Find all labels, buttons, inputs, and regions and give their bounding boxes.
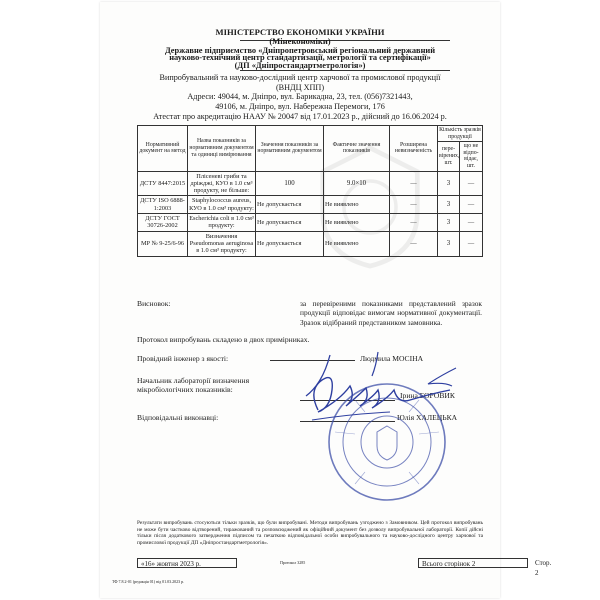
cell-norm: Не допускається [256, 196, 324, 214]
cell-discrepancy: — [390, 171, 438, 196]
engineer-name: Людмила МОСІНА [360, 354, 424, 363]
page-number: Стор. 2 [535, 559, 552, 577]
ministry-title: МІНІСТЕРСТВО ЕКОНОМІКИ УКРАЇНИ [215, 27, 385, 37]
handwritten-signature-icon [260, 350, 460, 440]
protocol-number: Протокол 3285 [280, 560, 306, 565]
cell-norm: 100 [256, 171, 324, 196]
col-header-discrepancy: Розширена невизначеність [390, 126, 438, 172]
col-header-nonconf: що не відпо-відає, шт. [460, 142, 483, 171]
results-table [137, 125, 483, 257]
cell-actual: Не виявлено [324, 196, 390, 214]
cell-doc: ДСТУ ISO 6888-1:2003 [138, 196, 188, 214]
header-divider-2 [240, 70, 450, 71]
protocol-page [100, 2, 500, 598]
form-code: ТФ 7.8.2-01 (редакція 01) від 01.03.2023 р. [112, 579, 185, 584]
cell-indicator: Escherichia coli в 1.0 см³ продукту: [189, 215, 254, 230]
cell-discrepancy: — [390, 231, 438, 256]
col-header-count: Кількість зразків продукції [438, 126, 483, 142]
cell-discrepancy: — [390, 196, 438, 214]
center-title: Випробувальний та науково-дослідний центр харчової та промислової продукції [159, 73, 441, 82]
cell-doc: ДСТУ ГОСТ 30726-2002 [138, 214, 188, 232]
enterprise-line-2: науково-технічний центр стандартизації, метрології та сертифікації» [169, 53, 431, 62]
cell-tested: 3 [438, 214, 460, 232]
cell-indicator: Плісеневі гриби та дріжджі, КУО в 1.0 см³ продукту, не більше: [188, 171, 256, 196]
cell-nonconf: — [460, 231, 483, 256]
responsible-label: Відповідальні виконавці: [137, 413, 219, 422]
col-header-actual: Фактичне значення показників [324, 126, 390, 172]
table-row [138, 171, 483, 196]
cell-doc: ДСТУ 8447:2015 [138, 171, 188, 196]
table-row [138, 231, 483, 256]
cell-tested: 3 [438, 231, 460, 256]
cell-actual: Не виявлено [324, 231, 390, 256]
cell-norm: Не допускається [256, 214, 324, 232]
protocol-date: «16» жовтня 2023 р. [137, 558, 237, 568]
footer-notice: Результати випробувань стосуються тільки зразків, що були випробувані. Методи випробувань узгоджено з Замовником. Цей протокол випробувань не може бути частково відтворений, тиражований та розповсюджений як офіційний документ без дозволу випробувальної лабораторії. Копії дійсні тільки після додаткового затвердження підписом та печаткою відповідальної особи випробувального та науково-дослідного центру харчової та промислової продукції ДП «Дніпростандартметрологія». [137, 520, 483, 546]
table-row [138, 196, 483, 214]
cell-tested: 3 [438, 196, 460, 214]
table-header-row [138, 126, 483, 142]
address-line-2: 49106, м. Дніпро, вул. Набережна Перемоги, 176 [215, 102, 385, 111]
cell-nonconf: — [460, 171, 483, 196]
responsible-name: Юлія ХАЛЕЦЬКА [397, 413, 458, 422]
total-pages: Всього сторінок 2 [418, 558, 528, 568]
col-header-doc: Нормативний документ на метод [138, 126, 188, 172]
conclusion-label: Висновок: [137, 299, 171, 308]
table-row [138, 214, 483, 232]
conclusion-text: за перевіреними показниками представлений зразок продукції відповідає вимогам нормативної документації. Зразок відібраний представником замовника. [300, 299, 482, 327]
center-short: (ВНДЦ ХПП) [275, 83, 325, 92]
enterprise-short: (ДП «Дніпростандартметрологія») [234, 61, 366, 70]
protocol-note: Протокол випробувань складено в двох примірниках. [137, 335, 310, 344]
cell-discrepancy: — [390, 214, 438, 232]
engineer-label: Провідний інженер з якості: [137, 354, 229, 363]
cell-doc: МР № 9-25/6-96 [138, 231, 188, 256]
cell-indicator: Визначення Pseudomonas aeruginosa в 1.0 см³ продукту: [188, 231, 256, 256]
col-header-tested: пере-вірених, шт. [438, 142, 460, 171]
lab-head-name: Ірина БОРОВИК [400, 391, 455, 400]
cell-actual: Не виявлено [324, 214, 390, 232]
cell-actual: 9.0×10 [324, 171, 390, 196]
address-line-1: Адреси: 49044, м. Дніпро, вул. Барикадна, 23, тел. (056)7321443, [187, 92, 413, 101]
cell-nonconf: — [460, 196, 483, 214]
enterprise-line-1: Державне підприємство «Дніпропетровський регіональний державний [164, 46, 436, 55]
accreditation-line: Атестат про акредитацію НААУ № 20047 від 17.01.2023 р., дійсний до 16.06.2024 р. [153, 112, 447, 121]
ministry-short: (Мінекономіки) [269, 36, 331, 46]
cell-tested: 3 [438, 171, 460, 196]
col-header-indicator: Назва показників за нормативним документом та одиниці вимірювання [188, 126, 256, 172]
lab-head-label: Начальник лабораторії визначення мікробіологічних показників: [137, 376, 250, 394]
col-header-norm: Значення показників за нормативним документом [256, 126, 324, 172]
cell-norm: Не допускається [256, 231, 324, 256]
cell-nonconf: — [460, 214, 483, 232]
cell-indicator: Staphylococcus aureus, КУО в 1.0 см³ продукту: [189, 197, 254, 212]
